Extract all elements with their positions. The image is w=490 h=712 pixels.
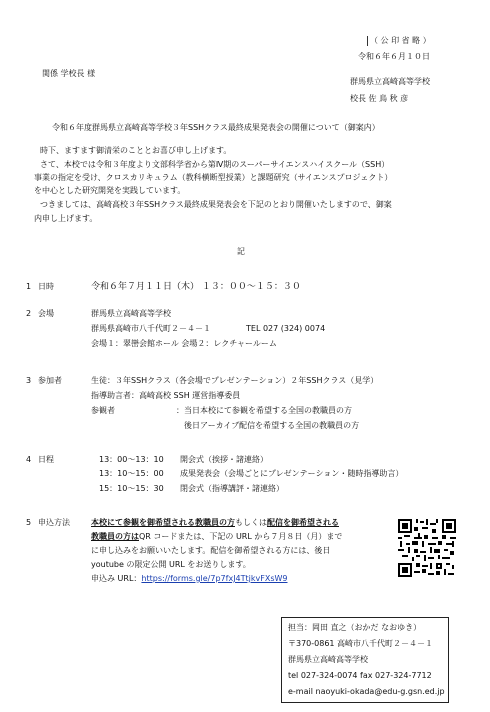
item-number: 5 — [26, 518, 32, 527]
participants-observers-archive: 後日アーカイブ配信を希望する全国の教職員の方 — [184, 421, 360, 430]
item-label-apply: 申込方法 — [38, 518, 70, 527]
apply-url-line — [91, 574, 288, 584]
venue-address: 群馬県高崎市八千代町２－４－１ — [91, 324, 211, 333]
venue-name: 群馬県立高崎高等学校 — [91, 309, 171, 318]
apply-target-onsite: 本校にて参観を御希望される教職員の方 — [91, 518, 235, 527]
document-title: 令和６年度群馬県立高崎高等学校３年SSHクラス最終成果発表会の開催について（御案内） — [52, 123, 380, 132]
schedule-time: 13：00～13：10 — [99, 455, 164, 464]
issue-date: 令和６年６月１０日 — [358, 52, 430, 61]
apply-line-2 — [91, 532, 342, 542]
qr-code-icon[interactable] — [398, 519, 456, 577]
contact-box — [281, 617, 449, 703]
contact-phone: tel 027-324-0074 fax 027-324-7712 — [288, 671, 432, 680]
seal-omitted-note: （ 公 印 省 略 ） — [370, 36, 431, 45]
addressee: 関係 学校長 様 — [42, 69, 96, 78]
item-number: 4 — [26, 455, 32, 464]
contact-person: 担当：岡田 直之（おかだ なおゆき） — [288, 623, 422, 632]
apply-conjunction: もしくは — [235, 518, 267, 527]
venue-rooms: 会場１：翠巒会館ホール 会場２：レクチャールーム — [91, 339, 277, 348]
apply-url-label: 申込み URL： — [91, 574, 142, 583]
item-label-date: 日時 — [38, 282, 54, 291]
apply-target-stream: 配信を御希望される — [267, 518, 339, 527]
participants-observers-label: 参観者 — [91, 406, 115, 415]
apply-url-link[interactable]: https://forms.gle/7p7fxJ4TtjkvFXsW9 — [141, 574, 288, 583]
apply-target-stream-cont: 教職員の方は — [91, 532, 139, 541]
item-number: 2 — [26, 309, 32, 318]
ki-heading: 記 — [237, 247, 245, 256]
participants-advisors: 指導助言者：高崎高校 SSH 運営指導委員 — [91, 391, 241, 400]
body-line: さて、本校では令和３年度より文部科学省から第Ⅳ期のスーパーサイエンスハイスクール（SSH） — [40, 160, 390, 169]
sender-principal: 校長 佐 鳥 秋 彦 — [350, 94, 409, 103]
schedule-time: 13：10～15：00 — [99, 469, 164, 478]
item-label-venue: 会場 — [38, 309, 54, 318]
body-line: 時下、ますます御清栄のこととお喜び申し上げます。 — [40, 146, 232, 155]
participants-observers-onsite: ：当日本校にて参観を希望する全国の教職員の方 — [176, 406, 352, 415]
body-line: つきましては、高崎高校３年SSHクラス最終成果発表会を下記のとおり開催いたしますので、御案 — [40, 200, 392, 209]
item-label-participants: 参加者 — [38, 376, 62, 385]
schedule-time: 15：10～15：30 — [99, 484, 164, 493]
event-datetime: 令和６年７月１１日（木） １３：００～１５：３０ — [91, 282, 301, 292]
apply-line-4: youtube の限定公開 URL をお送りします。 — [91, 560, 251, 569]
schedule-desc: 成果発表会（会場ごとにプレゼンテーション・随時指導助言） — [180, 469, 404, 478]
apply-instruction: QR コードまたは、下記の URL から７月８日（月）まで — [139, 532, 343, 541]
venue-tel: TEL 027 (324) 0074 — [246, 324, 326, 333]
sender-school: 群馬県立高崎高等学校 — [350, 77, 430, 86]
participants-students: 生徒：３年SSHクラス（各会場でプレゼンテーション）２年SSHクラス（見学） — [91, 376, 379, 385]
body-line: 事業の指定を受け、クロスカリキュラム（教科横断型授業）と課題研究（サイエンスプロジェクト） — [34, 173, 393, 182]
contact-school: 群馬県立高崎高等学校 — [288, 655, 368, 664]
schedule-desc: 開会式（挨拶・諸連絡） — [180, 455, 268, 464]
contact-address: 〒370-0861 高崎市八千代町２－４－１ — [288, 639, 434, 648]
apply-line-1 — [91, 518, 339, 528]
item-number: 3 — [26, 376, 32, 385]
body-line: 内申し上げます。 — [34, 214, 98, 223]
item-label-schedule: 日程 — [38, 455, 54, 464]
body-line: を中心とした研究開発を実践しています。 — [34, 186, 186, 195]
apply-line-3: に申し込みをお願いいたします。配信を御希望される方には、後日 — [91, 546, 331, 555]
item-number: 1 — [26, 282, 32, 291]
schedule-desc: 閉会式（指導講評・諸連絡） — [180, 484, 284, 493]
contact-email[interactable]: e-mail naoyuki-okada@edu-g.gsn.ed.jp — [288, 687, 445, 696]
